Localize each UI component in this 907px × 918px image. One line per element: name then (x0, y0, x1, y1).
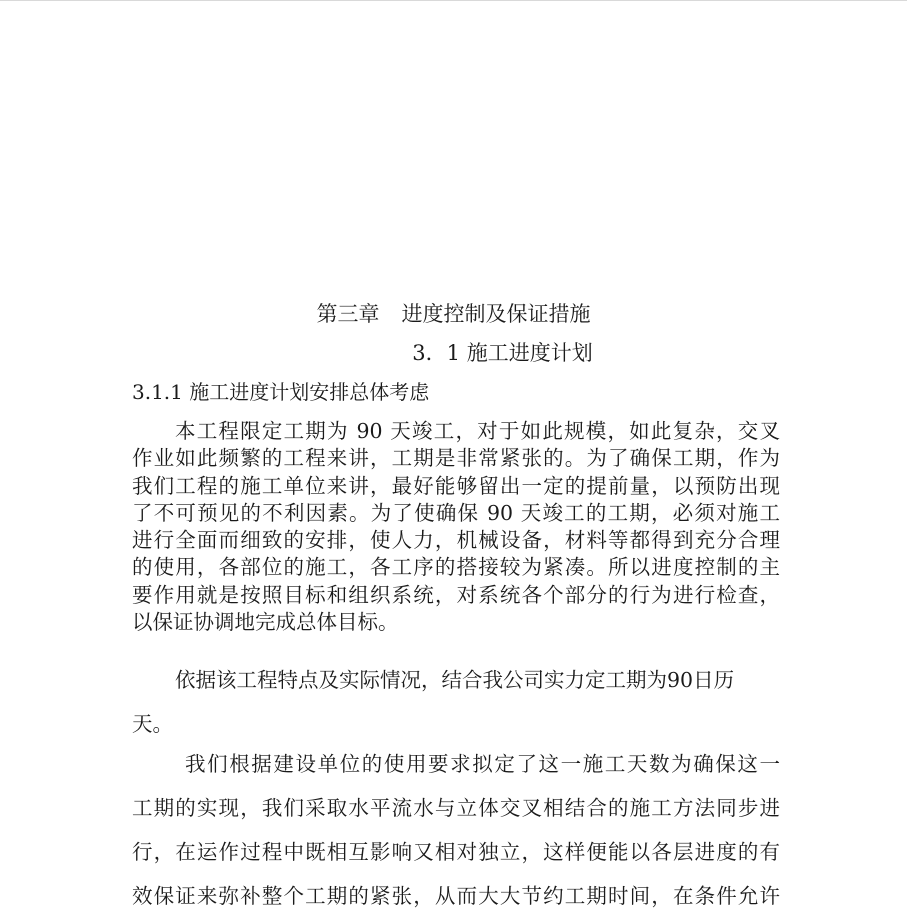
paragraph-line: 作业如此频繁的工程来讲，工期是非常紧张的。为了确保工期，作为 (132, 446, 780, 471)
section-title-text: 3．1 施工进度计划 (412, 341, 593, 365)
section-heading (0, 338, 907, 368)
chapter-title-text: 进度控制及保证措施 (401, 302, 591, 326)
paragraph-line: 效保证来弥补整个工期的紧张，从而大大节约工期时间，在条件允许 (132, 884, 780, 908)
paragraph-line: 本工程限定工期为 90 天竣工，对于如此规模，如此复杂，交叉 (175, 419, 780, 443)
paragraph-line: 我们根据建设单位的使用要求拟定了这一施工天数为确保这一 (185, 752, 780, 776)
paragraph-line: 要作用就是按照目标和组织系统，对系统各个部分的行为进行检查， (132, 582, 780, 607)
paragraph-line: 进行全面而细致的安排，使人力，机械设备，材料等都得到充分合理 (132, 528, 780, 553)
paragraph-line: 我们工程的施工单位来讲，最好能够留出一定的提前量，以预防出现 (132, 473, 780, 498)
paragraph-line: 了不可预见的不利因素。为了使确保 90 天竣工的工期，必须对施工 (132, 500, 780, 525)
paragraph-line: 的使用，各部位的施工，各工序的搭接较为紧凑。所以进度控制的主 (132, 555, 780, 580)
chapter-number: 第三章 (316, 302, 380, 326)
paragraph-construction-method (132, 742, 780, 918)
chapter-heading (0, 299, 907, 329)
paragraph-line: 行，在运作过程中既相互影响又相对独立，这样便能以各层进度的有 (132, 840, 780, 864)
paragraph-duration (132, 658, 780, 746)
paragraph-line: 依据该工程特点及实际情况，结合我公司实力定工期为90日历 (175, 668, 735, 692)
paragraph-line: 工期的实现，我们采取水平流水与立体交叉相结合的施工方法同步进 (132, 796, 780, 820)
paragraph-line: 以保证协调地完成总体目标。 (132, 610, 399, 635)
subsection-heading: 3.1.1 施工进度计划安排总体考虑 (132, 380, 430, 404)
paragraph-line: 天。 (132, 712, 173, 736)
paragraph-schedule-overview (132, 418, 780, 636)
